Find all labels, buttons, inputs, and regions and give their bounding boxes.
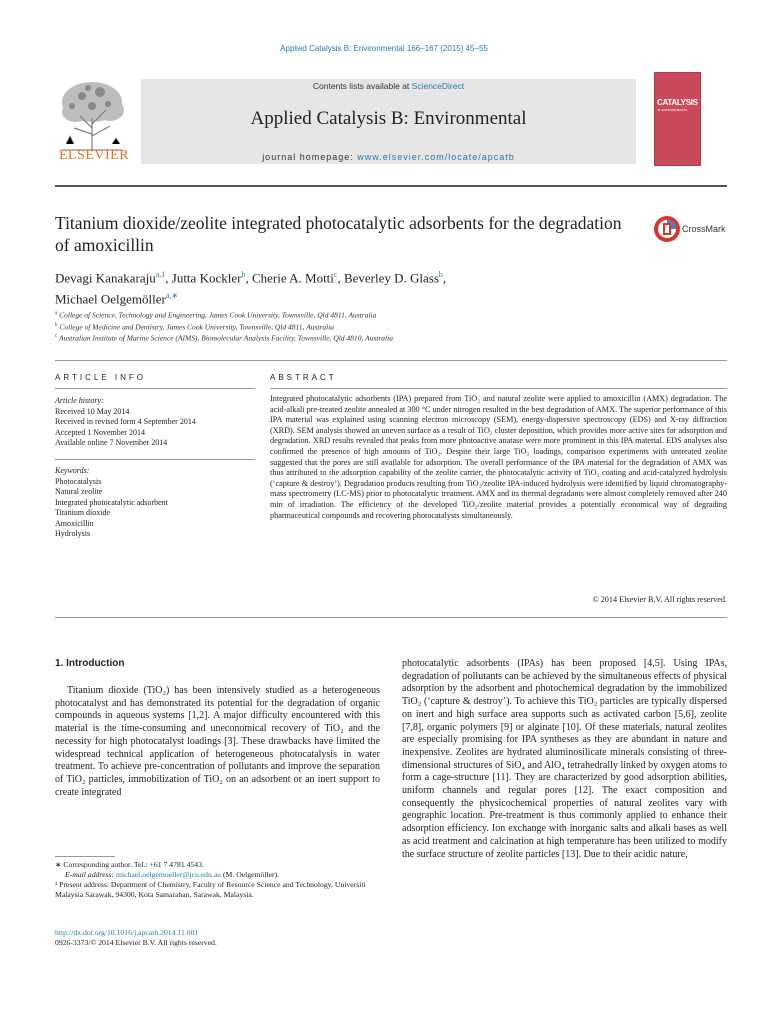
doi-link[interactable]: http://dx.doi.org/10.1016/j.apcatb.2014.11.001 bbox=[55, 928, 199, 937]
corresponding-author-note: ∗ Corresponding author. Tel.: +61 7 4781 4543. bbox=[55, 860, 204, 869]
affiliation-item: $^a$ College of Science, Technology and Engineering, James Cook University, Townsville, Qld 4811, Australia bbox=[55, 310, 377, 320]
abstract-copyright: © 2014 Elsevier B.V. All rights reserved. bbox=[592, 595, 727, 604]
author-separator: , bbox=[337, 270, 344, 286]
cover-title: CATALYSIS bbox=[657, 98, 698, 107]
article-history bbox=[55, 396, 255, 449]
cover-subtitle: B: ENVIRONMENTAL bbox=[658, 108, 688, 112]
contents-availability-line bbox=[141, 81, 636, 91]
journal-homepage-line bbox=[141, 152, 636, 162]
elsevier-logo-text: ELSEVIER bbox=[58, 148, 130, 163]
email-link[interactable]: michael.oelgemoeller@jcu.edu.au bbox=[115, 870, 222, 879]
author-list bbox=[55, 266, 655, 309]
history-label: Article history: bbox=[55, 396, 104, 405]
body-left-column: Titanium dioxide (TiO₂) has been intensively studied as a heterogeneous photocatalyst and has demonstrated its potential for the degradation of organic compounds in aqueous systems [1,2]. A major difficulty encountered with this material is the time-consuming and uneconomical recovery of TiO₂ and the necessity for high photocatalyst loadings [3]. These drawbacks have limited the widespread technical application of heterogeneous photocatalysis in water treatment. To achieve pre-concentration of pollutants and improve the separation of TiO₂ particles, immobilization of TiO₂ on an adsorbent or an inert support to create integrated bbox=[55, 685, 380, 798]
sciencedirect-link[interactable]: ScienceDirect bbox=[411, 81, 465, 91]
author-affiliation-marker[interactable]: b bbox=[241, 270, 246, 279]
header-divider bbox=[55, 185, 727, 187]
author-affiliation-marker[interactable]: c bbox=[333, 270, 338, 279]
abstract-bottom-divider bbox=[55, 617, 727, 618]
doi-block bbox=[55, 928, 380, 948]
abstract-heading: ABSTRACT bbox=[270, 373, 337, 382]
journal-homepage-link[interactable]: www.elsevier.com/locate/apcatb bbox=[357, 152, 515, 162]
abstract-text: Integrated photocatalytic adsorbents (IPA) prepared from TiO₂ and natural zeolite were applied to amoxicillin (AMX) degradation. The acid-alkali pre-treated zeolite annealed at 300 °C under nitrogen resulted in the best degradation of AMX. The superior performance of this IPA material was explained using scanning electron microscopy (SEM), energy-dispersive spectroscopy (EDS) and X-ray diffraction (XRD). SEM analysis showed an uneven surface as a result of TiO₂ cluster deposition, which provides more active sites for adsorption and degradation. XRD results revealed that peaks from more photoactive anatase were more prominent in this IPA material. EDS analyses also confirmed the presence of high amounts of TiO₂. Despite their large TiO₂ loadings, comparison experiments with untreated zeolite suggested that the pores are still available for adsorption. The overall performance of the IPA material for the degradation of AMX was thus attributed to the adsorption capability of the zeolite carrier, the photocatalytic activity of TiO₂ coating and acid-catalyzed hydrolysis (‘capture & destroy’). Degradation products resulting from TiO₂/zeolite IPA-induced hydrolysis were identified by liquid chromatography-mass spectrometry (LC-MS) prior to photocatalytic treatment. AMX and its thermal degradants were almost completely removed after 240 min of irradiation. The efficiency of the developed TiO₂/zeolite material provides a potentially economical way of degrading pharmaceutical compounds and recovering photocatalysts simultaneously. bbox=[270, 394, 727, 520]
article-info-heading: ARTICLE INFO bbox=[55, 373, 146, 382]
section-heading: 1. Introduction bbox=[55, 658, 125, 669]
author-separator: , bbox=[245, 270, 252, 286]
keyword-item: Photocatalysis bbox=[55, 476, 102, 486]
info-divider bbox=[55, 360, 727, 361]
abstract-underline bbox=[270, 388, 727, 389]
elsevier-tree-logo bbox=[52, 78, 132, 152]
article-title: Titanium dioxide/zeolite integrated photocatalytic adsorbents for the degradation of amoxicillin bbox=[55, 213, 622, 255]
info-underline bbox=[55, 388, 255, 389]
email-note: E-mail address: michael.oelgemoeller@jcu.edu.au (M. Oelgemöller). bbox=[65, 870, 280, 879]
history-item: Accepted 1 November 2014 bbox=[55, 427, 145, 437]
present-address-note: ¹ Present address: Department of Chemistry, Faculty of Resource Science and Technology, Universiti Malaysia Sarawak, 94300, Kota Samarahan, Sarawak, Malaysia. bbox=[55, 880, 366, 899]
keyword-item: Natural zeolite bbox=[55, 487, 103, 496]
author-affiliation-marker[interactable]: a,∗ bbox=[165, 291, 179, 301]
author-name[interactable]: Beverley D. Glass bbox=[343, 270, 439, 286]
journal-cover-image[interactable] bbox=[654, 72, 701, 166]
history-item: Received 10 May 2014 bbox=[55, 406, 130, 416]
history-divider bbox=[55, 459, 255, 460]
issn-line: 0926-3373/© 2014 Elsevier B.V. All rights reserved. bbox=[55, 938, 217, 947]
body-right-column: photocatalytic adsorbents (IPAs) has been proposed [4,5]. Using IPAs, degradation of pollutants can be achieved by the simultaneous effects of physical adsorption by the adsorbent and photochemical degradation by the immobilized TiO₂ (‘capture & destroy’). To achieve this TiO₂ particles are typically dispersed on inert and high surface area supports such as activated carbon [5,6], zeolite [7,8], organic polymers [9] or alginate [10]. Of these materials, natural zeolites are especially promising for IPA syntheses as they are abundant in nature and inexpensive. Zeolites are hydrated aluminosilicate minerals consisting of three-dimensional structures of SiO₄ and AlO₄ tetrahedrally linked by oxygen atoms to form a cage-structure [11]. They are characterized by good adsorption abilities, uniform channels and regular pores [12]. The exact composition and consequently the physicochemical properties of natural zeolites vary with geographic location. Pre-treatment is thus commonly applied to enhance their adsorption efficiency. Ion exchange with inorganic salts and alkali bases as well as acid treatment and calcination at high temperature has been utilized to modify the surface structure of zeolite particles [13]. Due to their acidic nature, bbox=[402, 658, 727, 860]
author-affiliation-marker[interactable]: b bbox=[438, 270, 443, 279]
author-separator: , bbox=[165, 270, 172, 286]
author-name[interactable]: Cherie A. Motti bbox=[251, 270, 334, 286]
keyword-item: Integrated photocatalytic adsorbent bbox=[55, 497, 168, 507]
keywords-label: Keywords: bbox=[55, 466, 90, 475]
keywords bbox=[55, 466, 255, 540]
history-item: Received in revised form 4 September 2014 bbox=[55, 417, 196, 426]
homepage-prefix: journal homepage: bbox=[262, 152, 358, 162]
author-name[interactable]: Michael Oelgemöller bbox=[55, 291, 166, 307]
keyword-item: Titanium dioxide bbox=[55, 508, 111, 517]
affiliations bbox=[55, 309, 695, 344]
keyword-item: Hydrolysis bbox=[55, 529, 91, 538]
affiliation-item: $^c$ Australian Institute of Marine Science (AIMS), Biomolecular Analysis Facility, Townsville, Qld 4810, Australia bbox=[55, 333, 393, 343]
author-separator: , bbox=[442, 270, 447, 286]
journal-title: Applied Catalysis B: Environmental bbox=[250, 108, 527, 129]
author-affiliation-marker[interactable]: a,1 bbox=[155, 270, 166, 279]
crossmark-icon bbox=[652, 213, 682, 247]
footnote-divider bbox=[55, 856, 115, 857]
affiliation-item: $^b$ College of Medicine and Dentistry, James Cook University, Townsville, Qld 4811, Australia bbox=[55, 322, 335, 331]
crossmark-label[interactable]: CrossMark bbox=[682, 224, 726, 234]
history-item: Available online 7 November 2014 bbox=[55, 438, 168, 447]
keyword-item: Amoxicillin bbox=[55, 518, 94, 528]
contents-prefix: Contents lists available at bbox=[312, 81, 412, 91]
footnotes bbox=[55, 860, 380, 900]
author-name[interactable]: Jutta Kockler bbox=[171, 270, 242, 286]
author-name[interactable]: Devagi Kanakaraju bbox=[55, 270, 156, 286]
journal-citation[interactable]: Applied Catalysis B: Environmental 166–167 (2015) 45–55 bbox=[280, 44, 488, 53]
